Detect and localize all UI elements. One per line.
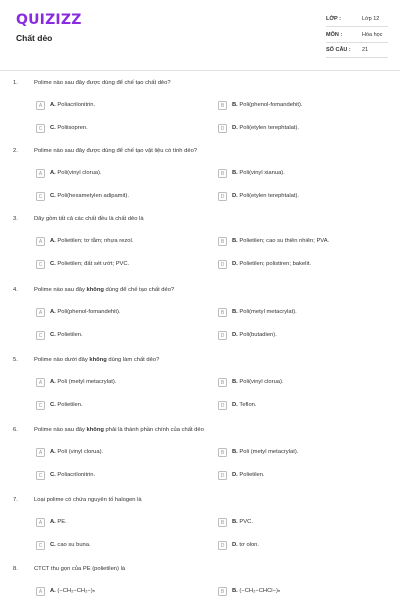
meta-label: SỐ CÂU : (326, 47, 351, 53)
meta-value: Hóa học (362, 32, 383, 38)
question-number: 4. (13, 287, 18, 293)
option-letter: A. (50, 379, 58, 385)
option-a-text: A. (−CH₂−CH₂−)ₙ (50, 588, 95, 594)
option-d-checkbox[interactable]: D (218, 401, 227, 410)
option-a-checkbox[interactable]: A (36, 308, 45, 317)
meta-label: LỚP : (326, 16, 341, 22)
option-letter: C. (50, 125, 58, 131)
option-d-checkbox[interactable]: D (218, 124, 227, 133)
option-b-text: B. Poli (metyl metacrylat). (232, 449, 299, 455)
option-d-text: D. Poli(etylen terephtalat). (232, 193, 300, 199)
emphasis-text: không (86, 427, 104, 433)
option-c-checkbox[interactable]: C (36, 541, 45, 550)
meta-divider (326, 26, 388, 27)
option-letter: D. (232, 402, 240, 408)
option-c-text: C. Polietilen. (50, 332, 83, 338)
emphasis-text: không (89, 357, 107, 363)
quizizz-logo: QUIZIZZ (16, 12, 82, 28)
option-letter: A. (50, 309, 58, 315)
meta-divider (326, 42, 388, 43)
option-d-text: D. Poli(etylen terephtalat). (232, 125, 300, 131)
option-d-checkbox[interactable]: D (218, 541, 227, 550)
question-number: 6. (13, 427, 18, 433)
option-c-text: C. Poliisopren. (50, 125, 88, 131)
option-letter: B. (232, 519, 240, 525)
option-c-checkbox[interactable]: C (36, 331, 45, 340)
option-letter: B. (232, 309, 240, 315)
worksheet-title: Chất dẻo (16, 33, 53, 43)
question-number: 7. (13, 497, 18, 503)
option-a-text: A. Poli (metyl metacrylat). (50, 379, 117, 385)
option-letter: A. (50, 170, 58, 176)
question-text: Loại polime có chứa nguyên tố halogen là (34, 497, 142, 503)
option-b-text: B. Polietilen; cao su thiên nhiên; PVA. (232, 238, 330, 244)
question-text: Polime nào sau đây được dùng để chế tạo vật liệu có tính dẻo? (34, 148, 198, 154)
option-letter: B. (232, 102, 240, 108)
option-a-checkbox[interactable]: A (36, 101, 45, 110)
option-d-checkbox[interactable]: D (218, 260, 227, 269)
option-letter: A. (50, 519, 58, 525)
option-d-checkbox[interactable]: D (218, 192, 227, 201)
option-letter: B. (232, 449, 240, 455)
option-a-checkbox[interactable]: A (36, 448, 45, 457)
option-a-checkbox[interactable]: A (36, 169, 45, 178)
option-b-checkbox[interactable]: B (218, 101, 227, 110)
option-b-checkbox[interactable]: B (218, 587, 227, 596)
option-a-text: A. Polietilen; tơ tằm; nhựa rezol. (50, 238, 134, 244)
option-b-checkbox[interactable]: B (218, 169, 227, 178)
option-a-text: A. Poli(phenol-fomandehit). (50, 309, 121, 315)
option-c-checkbox[interactable]: C (36, 401, 45, 410)
option-letter: A. (50, 588, 58, 594)
worksheet-header (0, 0, 400, 70)
question-number: 5. (13, 357, 18, 363)
option-letter: C. (50, 542, 58, 548)
option-c-text: C. Polietilen. (50, 402, 83, 408)
question-text: CTCT thu gọn của PE (polietilen) là (34, 566, 126, 572)
option-b-text: B. Poli(vinyl xianua). (232, 170, 285, 176)
option-d-text: D. Poli(butadien). (232, 332, 277, 338)
option-letter: D. (232, 193, 240, 199)
option-letter: B. (232, 238, 240, 244)
option-a-checkbox[interactable]: A (36, 587, 45, 596)
option-c-text: C. Poliacrilonitrin. (50, 472, 96, 478)
option-letter: A. (50, 449, 58, 455)
question-text: Dãy gồm tất cả các chất đều là chất dẻo là (34, 216, 144, 222)
option-c-text: C. Polietilen; đất sét ướt; PVC. (50, 261, 130, 267)
option-letter: D. (232, 472, 240, 478)
option-d-text: D. Teflon. (232, 402, 257, 408)
option-b-checkbox[interactable]: B (218, 518, 227, 527)
option-a-text: A. Poli(vinyl clorua). (50, 170, 102, 176)
option-b-text: B. Poli(metyl metacrylat). (232, 309, 297, 315)
option-letter: D. (232, 542, 240, 548)
option-c-checkbox[interactable]: C (36, 124, 45, 133)
question-number: 3. (13, 216, 18, 222)
question-number: 1. (13, 80, 18, 86)
option-c-text: C. cao su buna. (50, 542, 91, 548)
option-b-text: B. Poli(phenol-fomandehit). (232, 102, 303, 108)
option-d-checkbox[interactable]: D (218, 471, 227, 480)
option-b-checkbox[interactable]: B (218, 378, 227, 387)
option-a-text: A. Poliacrilonitrin. (50, 102, 96, 108)
option-letter: C. (50, 332, 58, 338)
emphasis-text: không (86, 287, 104, 293)
option-b-checkbox[interactable]: B (218, 308, 227, 317)
option-a-checkbox[interactable]: A (36, 378, 45, 387)
option-c-checkbox[interactable]: C (36, 192, 45, 201)
option-d-text: D. Polietilen; polistiren; bakelit. (232, 261, 311, 267)
meta-value: 21 (362, 47, 369, 53)
option-b-checkbox[interactable]: B (218, 237, 227, 246)
option-a-checkbox[interactable]: A (36, 518, 45, 527)
option-b-text: B. Poli(vinyl clorua). (232, 379, 284, 385)
option-a-text: A. PE. (50, 519, 67, 525)
option-b-text: B. PVC. (232, 519, 253, 525)
option-a-text: A. Poli (vinyl clorua). (50, 449, 104, 455)
option-letter: D. (232, 125, 240, 131)
meta-value: Lớp 12 (362, 16, 380, 22)
option-letter: C. (50, 193, 58, 199)
option-d-text: D. Polietilen. (232, 472, 265, 478)
option-d-checkbox[interactable]: D (218, 331, 227, 340)
option-letter: C. (50, 472, 58, 478)
option-a-checkbox[interactable]: A (36, 237, 45, 246)
option-letter: C. (50, 261, 58, 267)
question-number: 8. (13, 566, 18, 572)
option-b-checkbox[interactable]: B (218, 448, 227, 457)
question-text: Polime nào sau đây không phải là thành phần chính của chất dẻo (34, 427, 204, 433)
option-letter: A. (50, 102, 58, 108)
question-number: 2. (13, 148, 18, 154)
question-text: Polime nào dưới đây không dùng làm chất dẻo? (34, 357, 160, 363)
meta-label: MÔN : (326, 32, 343, 38)
option-letter: B. (232, 379, 240, 385)
option-letter: D. (232, 332, 240, 338)
option-c-checkbox[interactable]: C (36, 471, 45, 480)
question-text: Polime nào sau đây không dùng để chế tạo chất dẻo? (34, 287, 175, 293)
option-letter: B. (232, 170, 240, 176)
option-letter: C. (50, 402, 58, 408)
option-letter: A. (50, 238, 58, 244)
option-letter: B. (232, 588, 240, 594)
header-divider (0, 70, 400, 71)
option-b-text: B. (−CH₂−CHCl−)ₙ (232, 588, 281, 594)
option-d-text: D. tơ olon. (232, 542, 260, 548)
meta-divider (326, 57, 388, 58)
option-c-checkbox[interactable]: C (36, 260, 45, 269)
question-text: Polime nào sau đây được dùng để chế tạo chất dẻo? (34, 80, 171, 86)
option-letter: D. (232, 261, 240, 267)
option-c-text: C. Poli(hexametylen adipamit). (50, 193, 129, 199)
